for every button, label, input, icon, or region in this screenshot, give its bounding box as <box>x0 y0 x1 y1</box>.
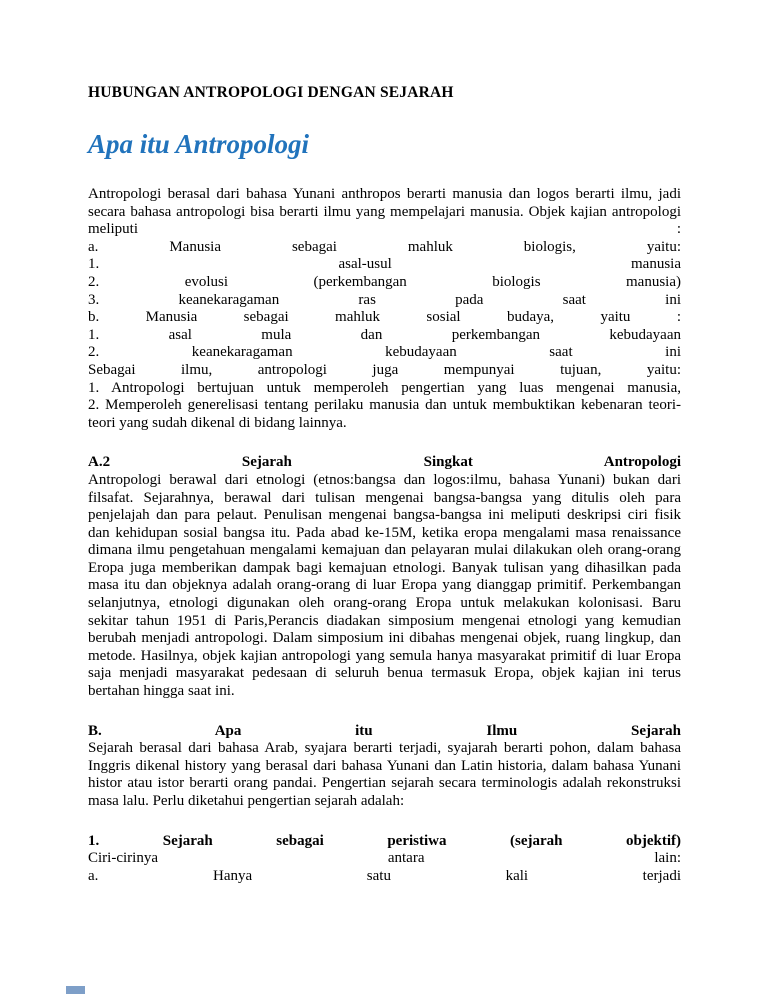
text-line: 2. evolusi (perkembangan biologis manusia) <box>88 273 681 290</box>
text-line: meliputi : <box>88 221 681 238</box>
text-line: masa itu dan objeknya adalah orang-orang di luar Eropa yang dianggap primitif. Perkembangan <box>88 577 681 594</box>
text-line: teori yang sudah dikenal di bidang lainnya. <box>88 414 347 431</box>
text-line: 1. asal mula dan perkembangan kebudayaan <box>88 326 681 343</box>
intro-paragraph <box>88 186 681 432</box>
document-heading: Apa itu Antropologi <box>88 129 310 159</box>
section-heading-line: 1. Sejarah sebagai peristiwa (sejarah objektif) <box>88 832 681 849</box>
text-line: 3. keanekaragaman ras pada saat ini <box>88 291 681 308</box>
text-line: 2. keanekaragaman kebudayaan saat ini <box>88 344 681 361</box>
footer-logo-fragment <box>66 986 85 994</box>
text-line: b. Manusia sebagai mahluk sosial budaya, yaitu : <box>88 309 681 326</box>
text-line: penjelajah dan para pelaut. Penulisan mengenai bangsa-bangsa ini meliputi deskripsi ciri fisik <box>88 507 681 524</box>
text-line: a. Manusia sebagai mahluk biologis, yaitu: <box>88 238 681 255</box>
section-b-apa-itu-ilmu-sejarah <box>88 723 681 811</box>
text-line: metode. Hasilnya, objek kajian antropologi yang semula hanya masyarakat primitif di luar Eropa <box>88 647 681 664</box>
section-heading-line: A.2 Sejarah Singkat Antropologi <box>88 454 681 471</box>
text-line: Ciri-cirinya antara lain: <box>88 850 681 867</box>
text-line: 1. asal-usul manusia <box>88 256 681 273</box>
text-line: masa lalu. Perlu diketahui pengertian sejarah adalah: <box>88 793 405 809</box>
section-1-sejarah-sebagai-peristiwa <box>88 833 681 886</box>
section-a2-sejarah-singkat-antropologi <box>88 454 681 700</box>
text-line: Inggris dikenal history yang berasal dari bahasa Yunani dan Latin historia, dalam bahasa Yunani <box>88 757 681 774</box>
text-line: bertahan hingga saat ini. <box>88 683 235 700</box>
text-line: berubah menjadi antropologi. Dalam simposium ini dibahas mengenai objek, ruang lingkup, dan <box>88 630 681 647</box>
text-line: dan kehidupan sosial bangsa itu. Pada abad ke-15M, ketika eropa mengalami masa renaissance <box>88 524 681 541</box>
text-line: 1. Antropologi bertujuan untuk memperoleh pengertian yang luas mengenai manusia, <box>88 379 681 396</box>
text-line: 2. Memperoleh generelisasi tentang perilaku manusia dan untuk membuktikan kebenaran teori- <box>88 397 681 414</box>
section-heading-line: B. Apa itu Ilmu Sejarah <box>88 722 681 739</box>
text-line: dimana ilmu pengetahuan mengalami kemajuan dan pelayaran mulai dilakukan oleh orang-orang <box>88 542 681 559</box>
text-line: histor atau istor berarti orang pandai. Pengertian sejarah secara terminologis adalah rekonstruksi <box>88 775 681 792</box>
text-line: selanjutnya, etnologi digunakan oleh orang-orang Eropa untuk melakukan kolonisasi. Baru <box>88 595 681 612</box>
text-line: saja menjadi masyarakat pedesaan di seluruh benua termasuk Eropa, objek kajian ini terus <box>88 665 681 682</box>
text-line: Antropologi berawal dari etnologi (etnos:bangsa dan logos:ilmu, bahasa Yunani) bukan dari <box>88 471 681 488</box>
text-line: Antropologi berasal dari bahasa Yunani anthropos berarti manusia dan logos berarti ilmu, jadi <box>88 186 681 202</box>
text-line: Eropa juga memberikan dampak bagi kemajuan etnologi. Banyak tulisan yang dihasilkan pada <box>88 559 681 576</box>
text-line: filsafat. Sejarahnya, berawal dari tulisan mengenai bangsa-bangsa yang ditulis oleh para <box>88 489 681 506</box>
text-line: secara bahasa antropologi bisa berarti ilmu yang mempelajari manusia. Objek kajian antropologi <box>88 203 681 220</box>
text-line: Sebagai ilmu, antropologi juga mempunyai tujuan, yaitu: <box>88 361 681 378</box>
document-title: HUBUNGAN ANTROPOLOGI DENGAN SEJARAH <box>88 84 454 101</box>
text-line: sekitar tahun 1951 di Paris,Perancis diadakan simposium mengenai etnologi yang kemudian <box>88 612 681 629</box>
text-line: Sejarah berasal dari bahasa Arab, syajara berarti terjadi, syajarah berarti pohon, dalam bahasa <box>88 740 681 757</box>
document-body <box>88 186 681 885</box>
text-line: a. Hanya satu kali terjadi <box>88 867 681 884</box>
